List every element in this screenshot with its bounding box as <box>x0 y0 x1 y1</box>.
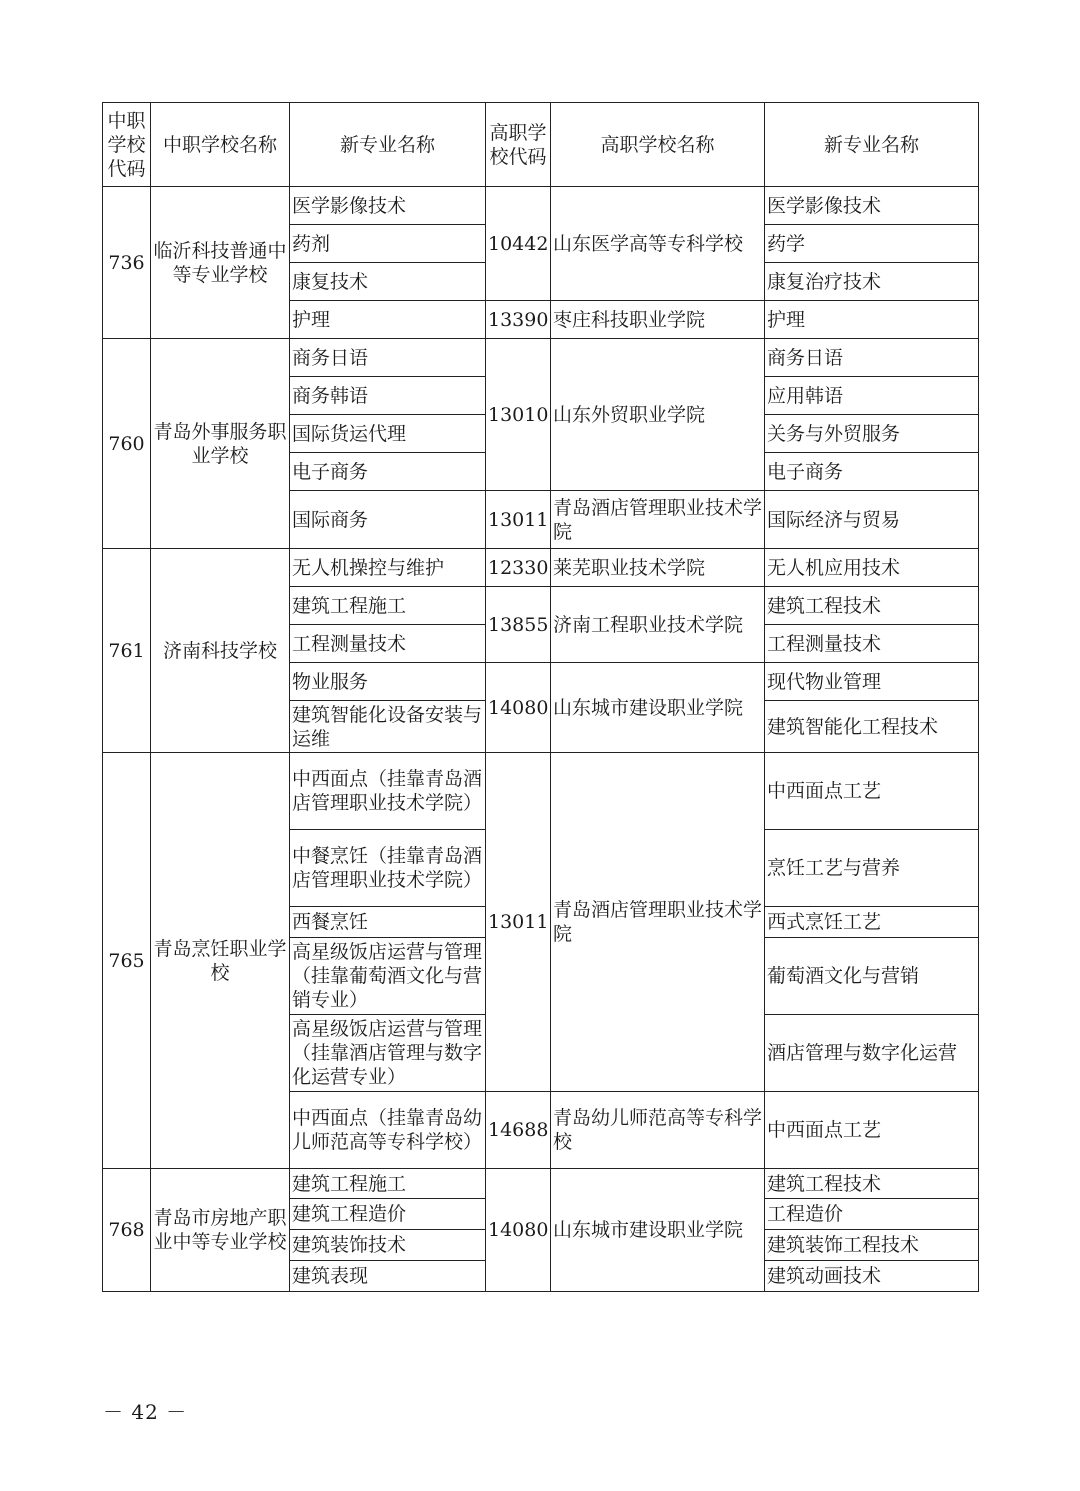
secondary-major: 国际商务 <box>290 491 486 549</box>
higher-major: 商务日语 <box>765 339 979 377</box>
secondary-major: 建筑工程施工 <box>290 1169 486 1199</box>
secondary-major: 无人机操控与维护 <box>290 549 486 587</box>
secondary-major: 建筑工程施工 <box>290 587 486 625</box>
higher-code: 13011 <box>486 491 551 549</box>
secondary-major: 建筑装饰技术 <box>290 1230 486 1261</box>
higher-school-name: 山东城市建设职业学院 <box>551 663 765 753</box>
higher-major: 中西面点工艺 <box>765 1092 979 1169</box>
table-header-row <box>103 103 979 187</box>
higher-school-name: 山东外贸职业学院 <box>551 339 765 491</box>
higher-major: 无人机应用技术 <box>765 549 979 587</box>
higher-major: 康复治疗技术 <box>765 263 979 301</box>
secondary-major: 康复技术 <box>290 263 486 301</box>
secondary-major: 中西面点（挂靠青岛酒店管理职业技术学院） <box>290 753 486 830</box>
secondary-major: 电子商务 <box>290 453 486 491</box>
secondary-major: 工程测量技术 <box>290 625 486 663</box>
higher-code: 14080 <box>486 1169 551 1292</box>
secondary-major: 中西面点（挂靠青岛幼儿师范高等专科学校） <box>290 1092 486 1169</box>
header-secondary-major: 新专业名称 <box>290 103 486 187</box>
school-code: 765 <box>103 753 151 1169</box>
higher-major: 药学 <box>765 225 979 263</box>
table-row <box>103 187 979 225</box>
higher-major: 建筑工程技术 <box>765 587 979 625</box>
school-name: 青岛烹饪职业学校 <box>151 753 290 1169</box>
higher-code: 13011 <box>486 753 551 1092</box>
higher-major: 电子商务 <box>765 453 979 491</box>
school-code: 760 <box>103 339 151 549</box>
higher-school-name: 山东医学高等专科学校 <box>551 187 765 301</box>
table-row <box>103 1169 979 1199</box>
higher-major: 工程测量技术 <box>765 625 979 663</box>
higher-school-name: 青岛酒店管理职业技术学院 <box>551 491 765 549</box>
secondary-major: 医学影像技术 <box>290 187 486 225</box>
higher-code: 12330 <box>486 549 551 587</box>
higher-school-name: 青岛幼儿师范高等专科学校 <box>551 1092 765 1169</box>
secondary-major: 商务日语 <box>290 339 486 377</box>
header-higher-code: 高职学校代码 <box>486 103 551 187</box>
header-secondary-code: 中职学校代码 <box>103 103 151 187</box>
higher-school-name: 济南工程职业技术学院 <box>551 587 765 663</box>
secondary-major: 中餐烹饪（挂靠青岛酒店管理职业技术学院） <box>290 830 486 907</box>
school-name: 临沂科技普通中等专业学校 <box>151 187 290 339</box>
header-secondary-name: 中职学校名称 <box>151 103 290 187</box>
higher-major: 医学影像技术 <box>765 187 979 225</box>
higher-code: 14080 <box>486 663 551 753</box>
higher-major: 酒店管理与数字化运营 <box>765 1015 979 1092</box>
header-higher-major: 新专业名称 <box>765 103 979 187</box>
higher-school-name: 山东城市建设职业学院 <box>551 1169 765 1292</box>
school-code: 761 <box>103 549 151 753</box>
school-name: 济南科技学校 <box>151 549 290 753</box>
higher-school-name: 枣庄科技职业学院 <box>551 301 765 339</box>
secondary-major: 建筑智能化设备安装与运维 <box>290 701 486 753</box>
secondary-major: 护理 <box>290 301 486 339</box>
secondary-major: 商务韩语 <box>290 377 486 415</box>
higher-school-name: 青岛酒店管理职业技术学院 <box>551 753 765 1092</box>
higher-code: 13390 <box>486 301 551 339</box>
higher-major: 西式烹饪工艺 <box>765 907 979 938</box>
table-row <box>103 753 979 830</box>
higher-major: 建筑装饰工程技术 <box>765 1230 979 1261</box>
higher-code: 13010 <box>486 339 551 491</box>
table-row <box>103 339 979 377</box>
higher-major: 烹饪工艺与营养 <box>765 830 979 907</box>
page-number: － 42 － <box>103 1400 188 1424</box>
higher-major: 应用韩语 <box>765 377 979 415</box>
school-code: 768 <box>103 1169 151 1292</box>
higher-school-name: 莱芜职业技术学院 <box>551 549 765 587</box>
higher-major: 中西面点工艺 <box>765 753 979 830</box>
higher-major: 现代物业管理 <box>765 663 979 701</box>
secondary-major: 西餐烹饪 <box>290 907 486 938</box>
higher-major: 建筑动画技术 <box>765 1261 979 1292</box>
higher-major: 葡萄酒文化与营销 <box>765 938 979 1015</box>
secondary-major: 高星级饭店运营与管理（挂靠葡萄酒文化与营销专业） <box>290 938 486 1015</box>
secondary-major: 建筑工程造价 <box>290 1199 486 1230</box>
table-row <box>103 549 979 587</box>
higher-major: 国际经济与贸易 <box>765 491 979 549</box>
school-code: 736 <box>103 187 151 339</box>
secondary-major: 物业服务 <box>290 663 486 701</box>
school-name: 青岛市房地产职业中等专业学校 <box>151 1169 290 1292</box>
secondary-major: 药剂 <box>290 225 486 263</box>
higher-major: 护理 <box>765 301 979 339</box>
school-name: 青岛外事服务职业学校 <box>151 339 290 549</box>
higher-code: 14688 <box>486 1092 551 1169</box>
higher-major: 建筑工程技术 <box>765 1169 979 1199</box>
higher-code: 10442 <box>486 187 551 301</box>
secondary-major: 国际货运代理 <box>290 415 486 453</box>
higher-code: 13855 <box>486 587 551 663</box>
higher-major: 工程造价 <box>765 1199 979 1230</box>
secondary-major: 建筑表现 <box>290 1261 486 1292</box>
header-higher-name: 高职学校名称 <box>551 103 765 187</box>
enrollment-table <box>102 102 979 1292</box>
higher-major: 关务与外贸服务 <box>765 415 979 453</box>
higher-major: 建筑智能化工程技术 <box>765 701 979 753</box>
secondary-major: 高星级饭店运营与管理（挂靠酒店管理与数字化运营专业） <box>290 1015 486 1092</box>
